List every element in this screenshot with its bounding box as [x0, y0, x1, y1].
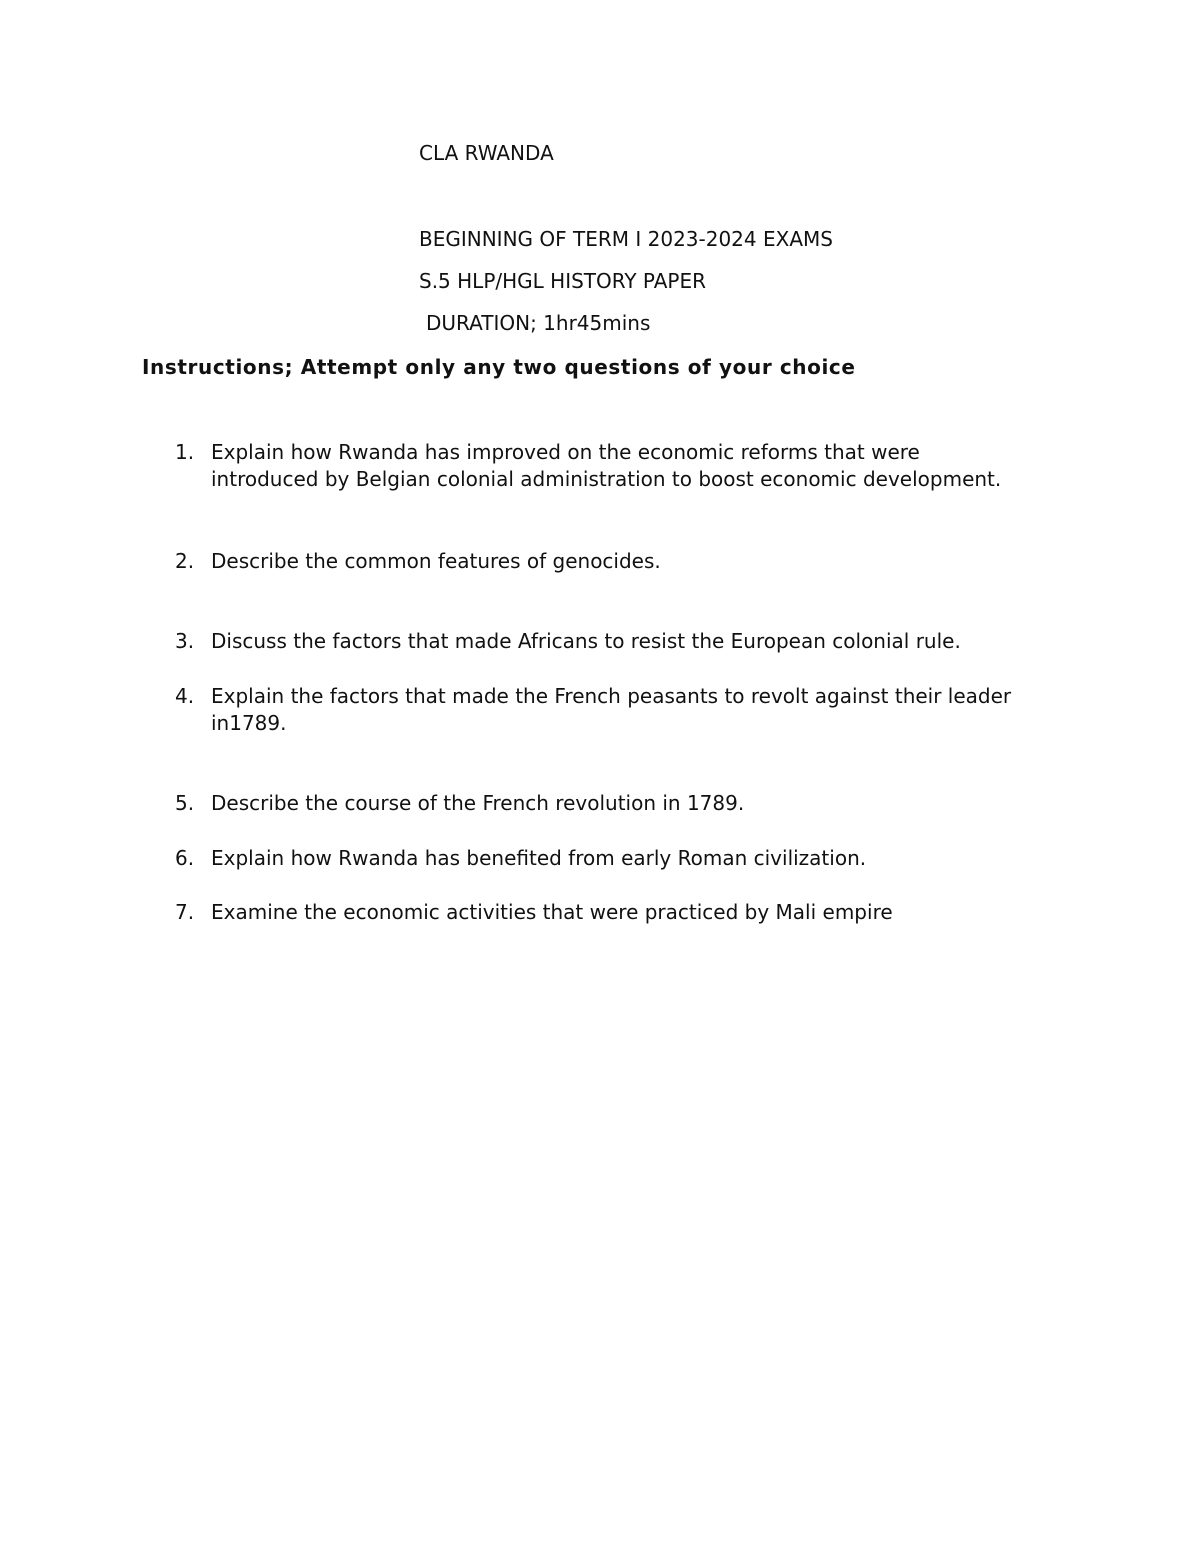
question-text: Examine the economic activities that were practiced by Mali empire — [211, 900, 893, 924]
question-text: Explain how Rwanda has benefited from early Roman civilization. — [211, 846, 867, 870]
question-number: 6. — [175, 846, 195, 870]
question-text: Describe the common features of genocides. — [211, 549, 661, 573]
paper-title: S.5 HLP/HGL HISTORY PAPER — [419, 269, 706, 293]
question-number: 1. — [175, 440, 195, 464]
exam-title: BEGINNING OF TERM I 2023-2024 EXAMS — [419, 227, 833, 251]
question-item — [175, 439, 1055, 493]
question-text: Explain how Rwanda has improved on the economic reforms that were introduced by Belgian colonial administration to boost economic development. — [211, 440, 1002, 491]
school-name: CLA RWANDA — [419, 141, 554, 165]
question-number: 5. — [175, 791, 195, 815]
question-text: Explain the factors that made the French peasants to revolt against their leader in1789. — [211, 684, 1012, 735]
question-number: 7. — [175, 900, 195, 924]
question-item — [175, 899, 1055, 926]
question-number: 2. — [175, 549, 195, 573]
question-item — [175, 683, 1055, 737]
question-text: Describe the course of the French revolution in 1789. — [211, 791, 745, 815]
question-text: Discuss the factors that made Africans to resist the European colonial rule. — [211, 629, 961, 653]
exam-duration: DURATION; 1hr45mins — [426, 311, 651, 335]
question-item — [175, 548, 1055, 575]
question-item — [175, 790, 1055, 817]
question-number: 4. — [175, 684, 195, 708]
question-item — [175, 628, 1055, 655]
question-number: 3. — [175, 629, 195, 653]
instructions: Instructions; Attempt only any two questions of your choice — [142, 355, 856, 379]
question-item — [175, 845, 1055, 872]
